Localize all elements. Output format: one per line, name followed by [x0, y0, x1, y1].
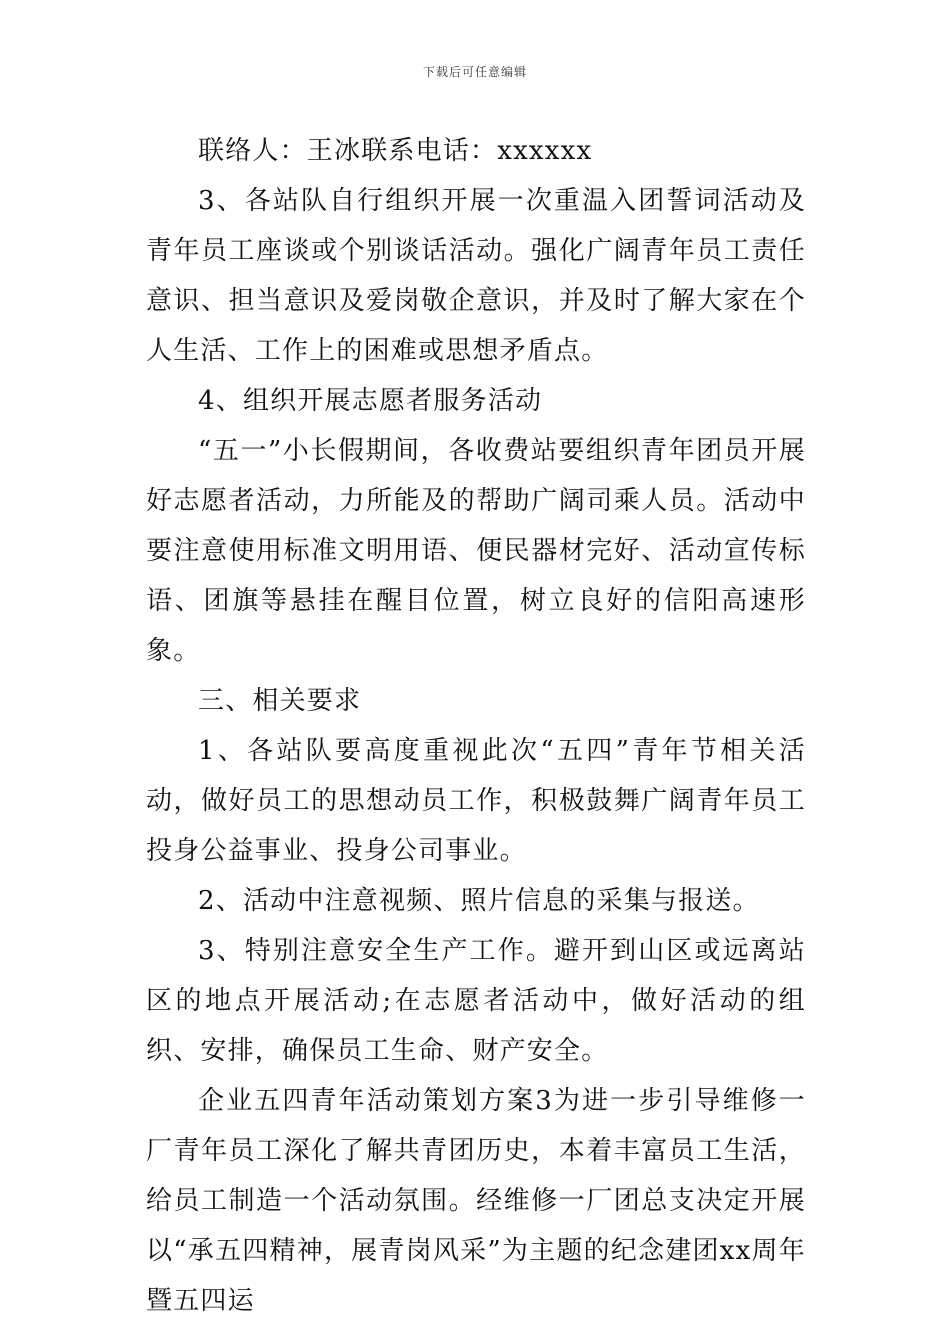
body-paragraph: 企业五四青年活动策划方案3为进一步引导维修一厂青年员工深化了解共青团历史，本着丰富员工生活，给员工制造一个活动氛围。经维修一厂团总支决定开展以“承五四精神，展青岗风采”为主题的纪念建团xx周年暨五四运 [146, 1086, 806, 1316]
document-body [146, 126, 806, 1326]
body-paragraph: 3、特别注意安全生产工作。避开到山区或远离站区的地点开展活动;在志愿者活动中，做好活动的组织、安排，确保员工生命、财产安全。 [146, 936, 806, 1066]
contact-paragraph: 联络人：王冰联系电话：xxxxxx [198, 136, 593, 166]
body-paragraph: 2、活动中注意视频、照片信息的采集与报送。 [198, 886, 760, 916]
body-paragraph: 1、各站队要高度重视此次“五四”青年节相关活动，做好员工的思想动员工作，积极鼓舞广阔青年员工投身公益事业、投身公司事业。 [146, 736, 806, 866]
body-paragraph: “五一”小长假期间，各收费站要组织青年团员开展好志愿者活动，力所能及的帮助广阔司乘人员。活动中要注意使用标准文明用语、便民器材完好、活动宣传标语、团旗等悬挂在醒目位置，树立良好的信阳高速形象。 [146, 436, 806, 666]
page-header: 下载后可任意编辑 [422, 65, 527, 79]
section-heading: 三、相关要求 [198, 686, 362, 716]
section-item-heading: 4、组织开展志愿者服务活动 [198, 386, 543, 416]
body-paragraph: 3、各站队自行组织开展一次重温入团誓词活动及青年员工座谈或个别谈话活动。强化广阔青年员工责任意识、担当意识及爱岗敬企意识，并及时了解大家在个人生活、工作上的困难或思想矛盾点。 [146, 186, 806, 366]
